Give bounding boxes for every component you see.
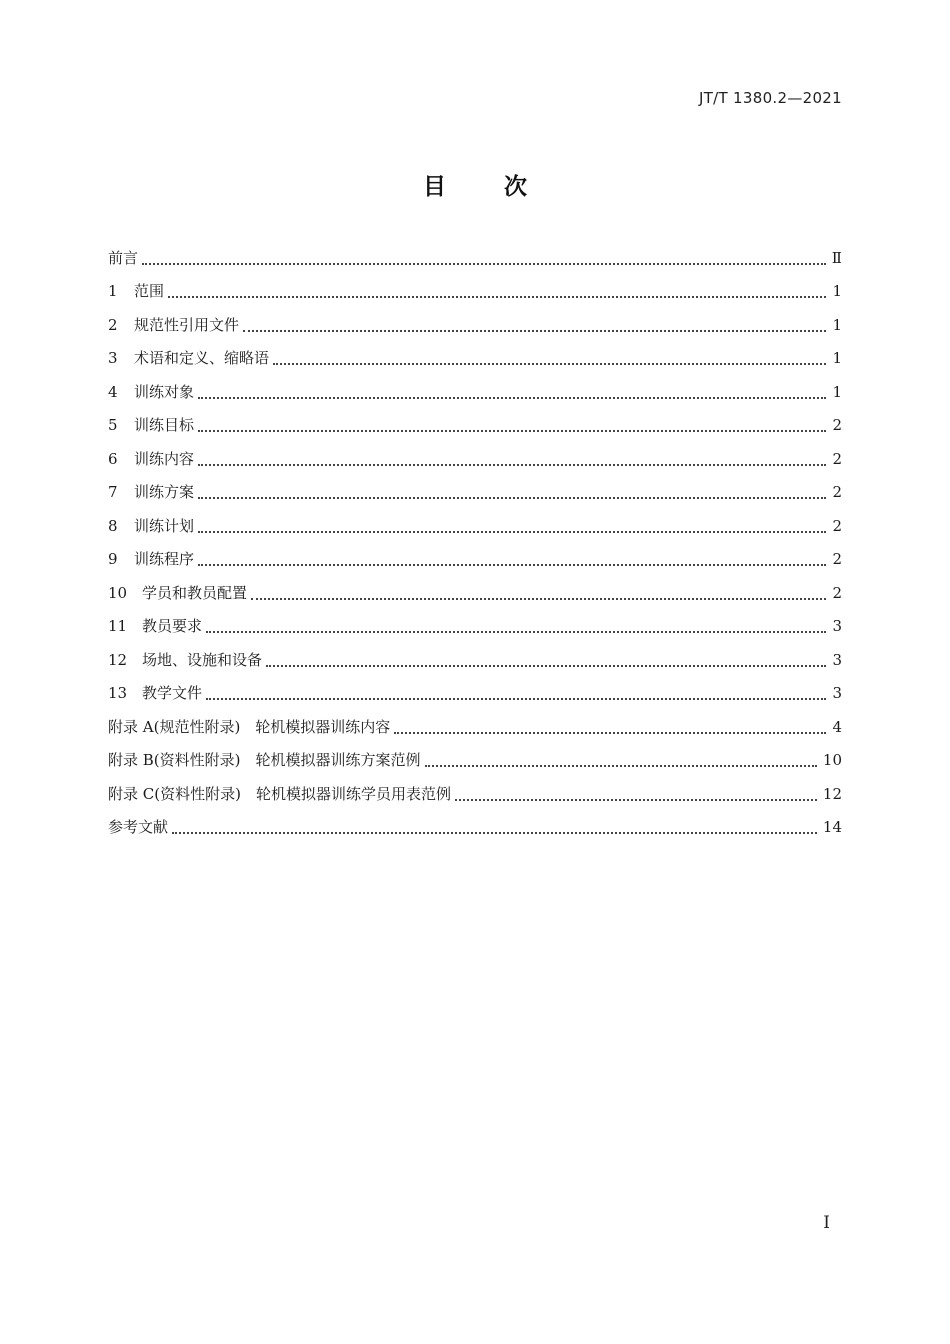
toc-entry-label: 附录 C(资料性附录) 轮机模拟器训练学员用表范例: [108, 784, 451, 803]
toc-entry-label: 训练方案: [134, 483, 195, 501]
toc-entry-label: 训练对象: [134, 382, 195, 401]
toc-entry-page: 12: [822, 784, 842, 803]
toc-entry-number: 3: [108, 349, 118, 367]
toc-leader-dots: [455, 799, 817, 801]
toc-entry-label: 术语和定义、缩略语: [134, 349, 270, 367]
toc-entry-page: 3: [832, 617, 842, 635]
toc-entry-page: 1: [832, 315, 842, 334]
toc-entry-number: 10: [108, 583, 128, 602]
toc-leader-dots: [172, 832, 817, 834]
toc-entry-8[interactable]: [108, 509, 842, 543]
toc-entry-appendix-a[interactable]: [108, 710, 842, 744]
toc-entry-label: 学员和教员配置: [142, 583, 248, 602]
toc-entry-label: 训练程序: [134, 550, 195, 568]
toc-entry-label: 附录 A(规范性附录) 轮机模拟器训练内容: [108, 717, 391, 736]
toc-entry-number: 9: [108, 550, 118, 568]
toc-entry-page: Ⅱ: [831, 248, 842, 267]
toc-entry-page: 1: [832, 382, 842, 401]
toc-entry-page: 2: [832, 550, 842, 568]
toc-entry-page: 1: [832, 349, 842, 367]
toc-leader-dots: [198, 564, 826, 566]
toc-entry-1[interactable]: [108, 275, 842, 309]
toc-entry-appendix-c[interactable]: [108, 777, 842, 811]
toc-entry-label: 规范性引用文件: [134, 315, 240, 334]
toc-leader-dots: [425, 765, 817, 767]
toc-entry-number: 8: [108, 516, 118, 535]
toc-entry-number: 6: [108, 449, 118, 468]
toc-entry-number: 1: [108, 282, 118, 300]
toc-leader-dots: [251, 598, 826, 600]
page-title: 目 次: [422, 174, 527, 200]
toc-entry-label: 范围: [134, 282, 165, 300]
toc-entry-label: 训练内容: [134, 449, 195, 468]
toc-entry-page: 2: [832, 416, 842, 434]
toc-entry-3[interactable]: [108, 342, 842, 376]
toc-entry-number: 4: [108, 382, 118, 401]
toc-entry-page: 10: [822, 751, 842, 769]
toc-entry-foreword[interactable]: [108, 241, 842, 275]
toc-entry-5[interactable]: [108, 409, 842, 443]
toc-entry-page: 4: [832, 717, 842, 736]
toc-entry-number: 13: [108, 684, 128, 702]
toc-leader-dots: [198, 531, 826, 533]
toc-leader-dots: [198, 464, 826, 466]
toc-entry-label: 场地、设施和设备: [142, 650, 263, 669]
toc-leader-dots: [206, 698, 826, 700]
toc-entry-page: 2: [832, 583, 842, 602]
toc-entry-page: 3: [832, 650, 842, 669]
toc-entry-label: 训练目标: [134, 416, 195, 434]
toc-entry-label: 附录 B(资料性附录) 轮机模拟器训练方案范例: [108, 751, 421, 769]
toc-leader-dots: [273, 363, 826, 365]
toc-entry-appendix-b[interactable]: [108, 744, 842, 778]
toc-entry-11[interactable]: [108, 610, 842, 644]
toc-entry-label: 前言: [108, 248, 139, 267]
toc-entry-number: 7: [108, 483, 118, 501]
toc-leader-dots: [266, 665, 826, 667]
toc-entry-page: 3: [832, 684, 842, 702]
toc-leader-dots: [198, 430, 826, 432]
toc-entry-2[interactable]: [108, 308, 842, 342]
toc-leader-dots: [142, 263, 826, 265]
toc-entry-references[interactable]: [108, 811, 842, 845]
page-number: Ⅰ: [823, 1213, 830, 1233]
toc-entry-label: 参考文献: [108, 818, 169, 836]
toc-leader-dots: [168, 296, 826, 298]
toc-entry-number: 5: [108, 416, 118, 434]
toc-leader-dots: [206, 631, 826, 633]
toc-entry-number: 11: [108, 617, 128, 635]
document-code: JT/T 1380.2—2021: [698, 89, 842, 107]
toc-leader-dots: [198, 397, 826, 399]
toc-entry-label: 训练计划: [134, 516, 195, 535]
toc-entry-9[interactable]: [108, 543, 842, 577]
toc-entry-4[interactable]: [108, 375, 842, 409]
toc-entry-13[interactable]: [108, 677, 842, 711]
toc-entry-10[interactable]: [108, 576, 842, 610]
toc-entry-page: 2: [832, 516, 842, 535]
toc-entry-6[interactable]: [108, 442, 842, 476]
toc-entry-page: 2: [832, 483, 842, 501]
toc-entry-page: 1: [832, 282, 842, 300]
toc-leader-dots: [243, 330, 826, 332]
table-of-contents: [108, 241, 842, 844]
toc-entry-7[interactable]: [108, 476, 842, 510]
toc-entry-label: 教学文件: [142, 684, 203, 702]
toc-entry-number: 2: [108, 315, 118, 334]
toc-leader-dots: [198, 497, 826, 499]
toc-leader-dots: [394, 732, 826, 734]
toc-entry-page: 14: [822, 818, 842, 836]
toc-entry-page: 2: [832, 449, 842, 468]
toc-entry-number: 12: [108, 650, 128, 669]
toc-entry-12[interactable]: [108, 643, 842, 677]
toc-entry-label: 教员要求: [142, 617, 203, 635]
